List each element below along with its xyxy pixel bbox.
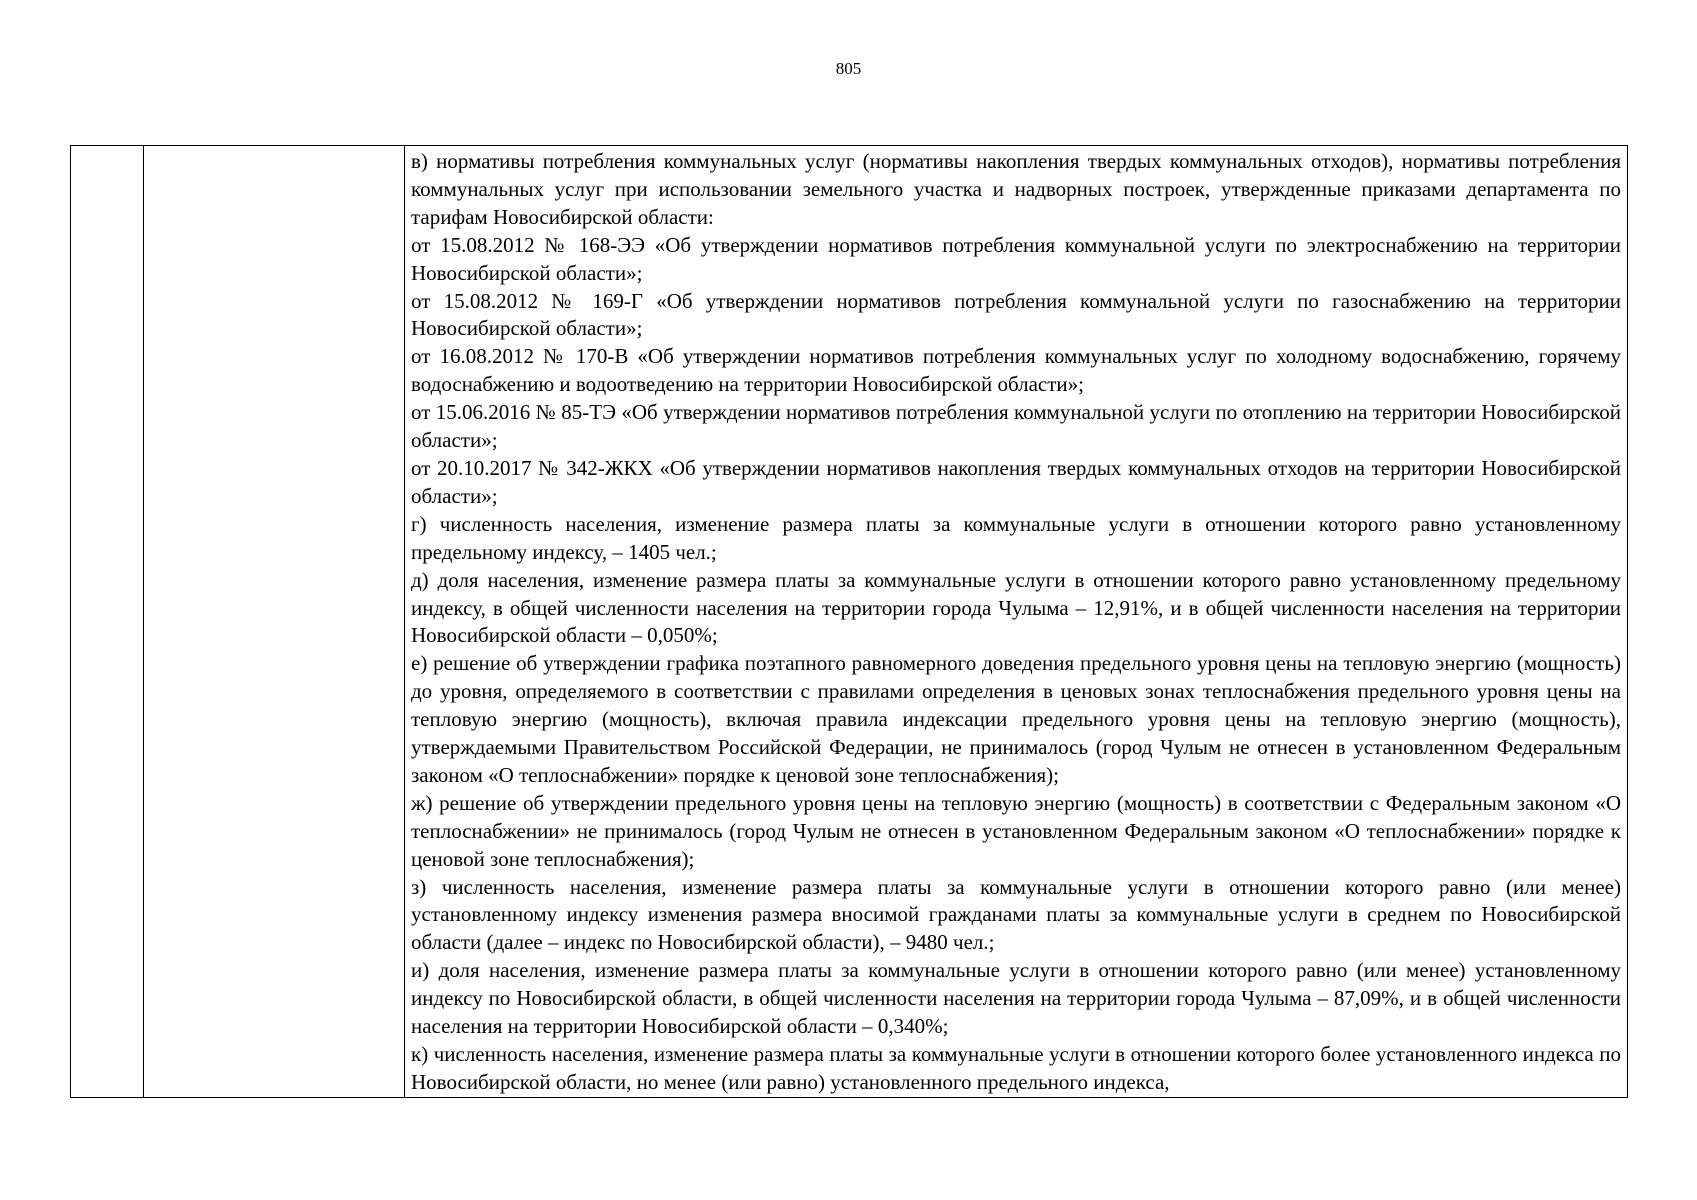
table-cell-number [71,146,144,1098]
document-table [70,145,1628,1098]
table-cell-name [144,146,405,1098]
paragraph-v: в) нормативы потребления коммунальных услуг (нормативы накопления твердых коммунальных отходов), нормативы потребления коммунальных услуг при использовании земельного участка и надворных построек, утвержденные приказами департамента по тарифам Новосибирской области: [411,149,1621,229]
paragraph-g: г) численность населения, изменение размера платы за коммунальные услуги в отношении которого равно установленному предельному индексу, – 1405 чел.; [411,511,1621,564]
paragraph-e: е) решение об утверждении графика поэтапного равномерного доведения предельного уровня цены на тепловую энергию (мощность) до уровня, определяемого в соответствии с правилами определения в ценовых зонах теплоснабжения предельного уровня цены на тепловую энергию (мощность), включая правила индексации предельного уровня цены на тепловую энергию (мощность), утверждаемыми Правительством Российской Федерации, не принималось (город Чулым не отнесен в установленном Федеральным законом «О теплоснабжении» порядке к ценовой зоне теплоснабжения); [411,651,1621,787]
table-row [71,146,1628,1098]
table-cell-content [405,146,1628,1098]
paragraph-zh: ж) решение об утверждении предельного уровня цены на тепловую энергию (мощность) в соответствии с Федеральным законом «О теплоснабжении» не принималось (город Чулым не отнесен в установленном Федеральным законом «О теплоснабжении» порядке к ценовой зоне теплоснабжения); [411,790,1621,871]
paragraph-order-170: от 16.08.2012 № 170-В «Об утверждении нормативов потребления коммунальных услуг по холодному водоснабжению, горячему водоснабжению и водоотведению на территории Новосибирской области»; [411,344,1621,397]
paragraph-order-169: от 15.08.2012 № 169-Г «Об утверждении нормативов потребления коммунальной услуги по газоснабжению на территории Новосибирской области»; [411,288,1621,341]
paragraph-k: к) численность населения, изменение размера платы за коммунальные услуги в отношении которого более установленного индекса по Новосибирской области, но менее (или равно) установленного предельного индекса, [411,1042,1621,1094]
paragraph-z: з) численность населения, изменение размера платы за коммунальные услуги в отношении которого равно (или менее) установленному индексу изменения размера вносимой гражданами платы за коммунальные услуги в среднем по Новосибирской области (далее – индекс по Новосибирской области), – 9480 чел.; [411,874,1621,955]
paragraph-order-342: от 20.10.2017 № 342-ЖКХ «Об утверждении нормативов накопления твердых коммунальных отходов на территории Новосибирской области»; [411,455,1621,508]
paragraph-order-168: от 15.08.2012 № 168-ЭЭ «Об утверждении нормативов потребления коммунальной услуги по электроснабжению на территории Новосибирской области»; [411,232,1621,285]
paragraph-i: и) доля населения, изменение размера платы за коммунальные услуги в отношении которого равно (или менее) установленному индексу по Новосибирской области, в общей численности населения на территории города Чулыма – 87,09%, и в общей численности населения на территории Новосибирской области – 0,340%; [411,958,1621,1039]
paragraph-order-85: от 15.06.2016 № 85-ТЭ «Об утверждении нормативов потребления коммунальной услуги по отоплению на территории Новосибирской области»; [411,400,1621,453]
page-number: 805 [835,59,862,78]
paragraph-d: д) доля населения, изменение размера платы за коммунальные услуги в отношении которого равно установленному предельному индексу, в общей численности населения на территории города Чулыма – 12,91%, и в общей численности населения на территории Новосибирской области – 0,050%; [411,567,1621,648]
